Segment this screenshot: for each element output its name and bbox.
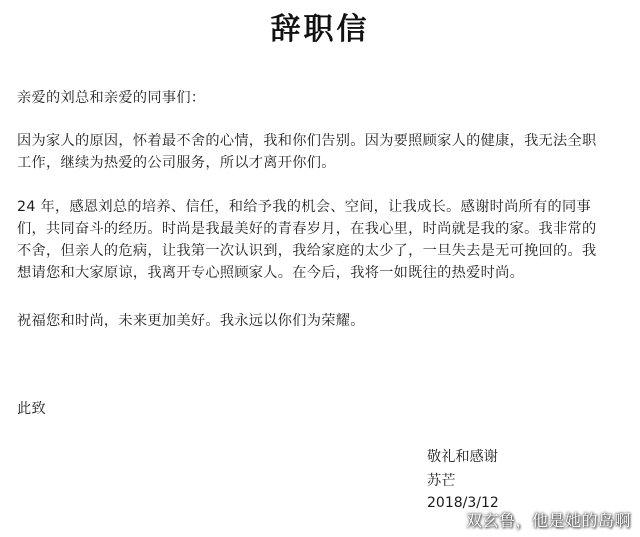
signature-name: 苏芒 <box>427 473 456 489</box>
letter-salutation: 亲爱的刘总和亲爱的同事们： <box>17 90 206 106</box>
paragraph-2-line-4: 想请您和大家原谅，我离开专心照顾家人。在今后，我将一如既往的热爱时尚。 <box>17 265 525 281</box>
paragraph-1-line-1: 因为家人的原因，怀着最不舍的心情，我和你们告别。因为要照顾家人的健康，我无法全职 <box>17 133 597 149</box>
source-watermark: 双玄鲁，他是她的岛啊 <box>466 510 632 530</box>
signature-regards: 敬礼和感谢 <box>427 449 498 465</box>
letter-title: 辞职信 <box>270 12 370 47</box>
paragraph-2-line-2: 们，共同奋斗的经历。时尚是我最美好的青春岁月，在我心里，时尚就是我的家。我非常的 <box>17 221 597 237</box>
paragraph-2 <box>17 196 629 284</box>
letter-closing: 此致 <box>17 401 46 417</box>
paragraph-2-line-1: 24 年，感恩刘总的培养、信任，和给予我的机会、空间，让我成长。感谢时尚所有的同事 <box>17 199 591 215</box>
paragraph-1 <box>17 130 629 174</box>
paragraph-3: 祝福您和时尚，未来更加美好。我永远以你们为荣耀。 <box>17 313 365 329</box>
paragraph-1-line-2: 工作，继续为热爱的公司服务，所以才离开你们。 <box>17 155 336 171</box>
paragraph-2-line-3: 不舍，但亲人的危病，让我第一次认识到，我给家庭的太少了，一旦失去是无可挽回的。我 <box>17 243 597 259</box>
signature-date: 2018/3/12 <box>427 495 499 511</box>
